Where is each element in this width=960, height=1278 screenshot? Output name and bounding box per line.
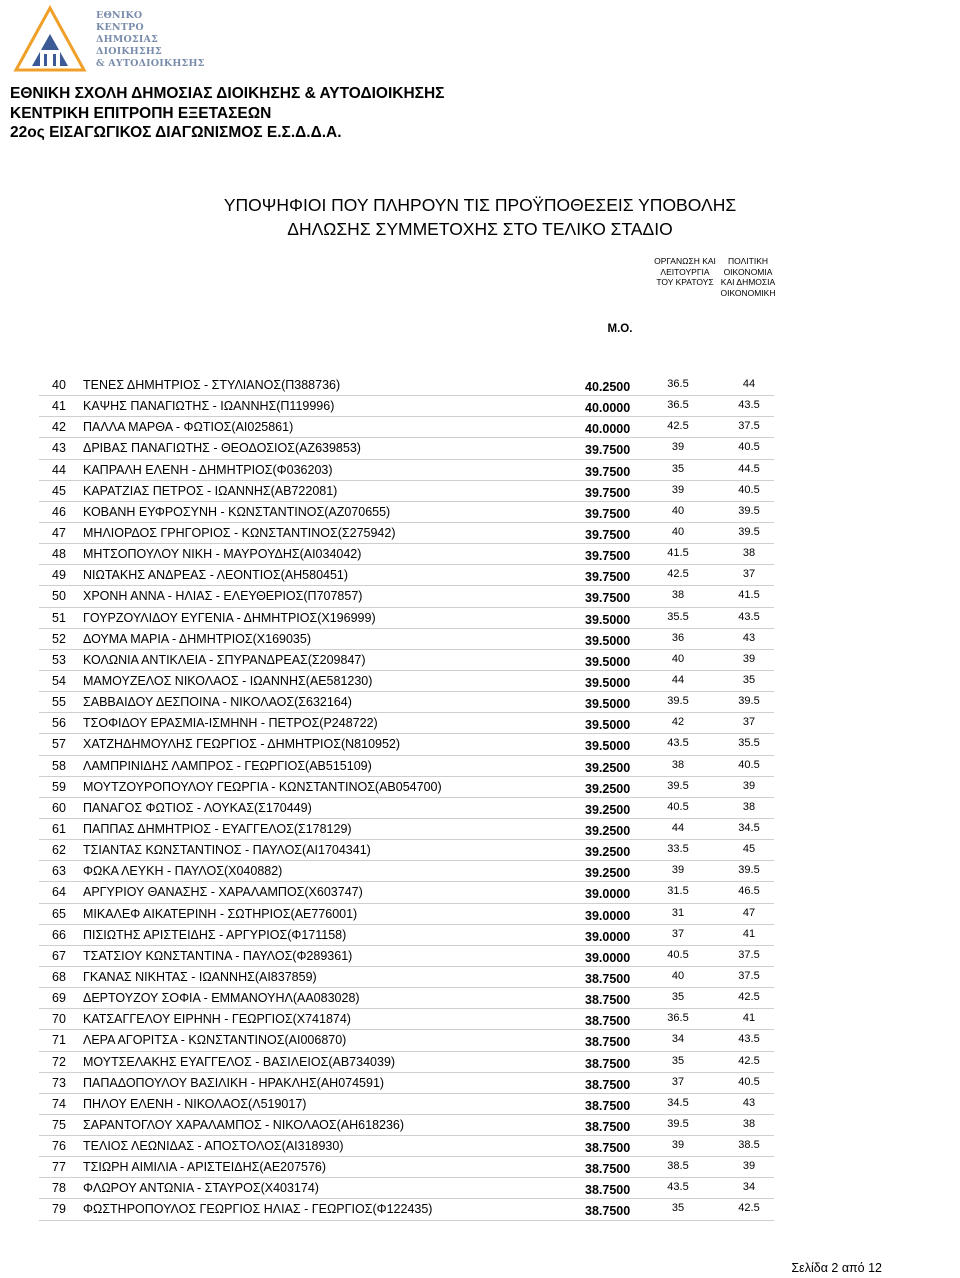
table-row	[39, 734, 774, 755]
grade-organization: 36.5	[667, 1012, 689, 1025]
candidate-name: ΑΡΓΥΡΙΟΥ ΘΑΝΑΣΗΣ - ΧΑΡΑΛΑΜΠΟΣ(Χ603747)	[83, 885, 363, 900]
row-number: 59	[52, 779, 66, 794]
grade-organization: 40.5	[667, 800, 689, 813]
column-header-line: ΤΟΥ ΚΡΑΤΟΥΣ	[656, 277, 714, 287]
grade-economics: 47	[742, 906, 756, 919]
grade-organization: 38	[671, 589, 685, 602]
logo-building	[40, 50, 60, 66]
grade-organization: 39.5	[667, 1117, 689, 1130]
table-row	[39, 629, 774, 650]
table-row	[39, 523, 774, 544]
average-score: 39.5000	[585, 675, 631, 690]
row-number: 41	[52, 399, 66, 414]
candidate-name: ΧΡΟΝΗ ΑΝΝΑ - ΗΛΙΑΣ - ΕΛΕΥΘΕΡΙΟΣ(Π707857)	[83, 589, 363, 604]
row-number: 49	[52, 568, 66, 583]
institution-logo	[10, 4, 205, 76]
page-number: Σελίδα 2 από 12	[791, 1261, 882, 1275]
logo-line: ΕΘΝΙΚΟ	[96, 10, 143, 21]
grade-economics: 34.5	[738, 821, 760, 834]
column-header-line: ΟΙΚΟΝΟΜΙΚΗ	[720, 287, 776, 298]
average-score: 39.5000	[585, 654, 631, 669]
average-score: 39.2500	[585, 845, 631, 860]
candidate-name: ΦΩΣΤΗΡΟΠΟΥΛΟΣ ΓΕΩΡΓΙΟΣ ΗΛΙΑΣ - ΓΕΩΡΓΙΟΣ(Φ122435)	[83, 1202, 433, 1217]
table-row	[39, 1136, 774, 1157]
table-row	[39, 925, 774, 946]
average-score: 40.2500	[585, 380, 631, 394]
table-row	[39, 481, 774, 502]
grade-organization: 44	[671, 673, 685, 686]
candidate-name: ΚΑΠΡΑΛΗ ΕΛΕΝΗ - ΔΗΜΗΤΡΙΟΣ(Φ036203)	[83, 462, 333, 477]
grade-organization: 39	[671, 441, 685, 454]
grade-organization: 34.5	[667, 1096, 689, 1109]
average-score: 39.0000	[585, 950, 631, 965]
average-score: 39.5000	[585, 697, 631, 712]
table-row	[39, 882, 774, 903]
table-row	[39, 1178, 774, 1199]
candidate-name: ΜΗΤΣΟΠΟΥΛΟΥ ΝΙΚΗ - ΜΑΥΡΟΥΔΗΣ(ΑΙ034042)	[83, 547, 362, 562]
average-score: 40.0000	[585, 401, 631, 416]
grade-economics: 38	[742, 800, 756, 813]
row-number: 71	[52, 1033, 66, 1048]
grade-economics: 34	[742, 1181, 756, 1194]
grade-economics: 39.5	[738, 695, 760, 708]
column-header-line: ΛΕΙΤΟΥΡΓΙΑ	[660, 266, 710, 277]
grade-economics: 46.5	[738, 885, 760, 898]
grade-organization: 37	[671, 927, 685, 940]
table-row	[39, 1115, 774, 1136]
table-row	[39, 819, 774, 840]
grade-economics: 39.5	[738, 504, 760, 517]
table-row	[39, 460, 774, 481]
average-score: 38.7500	[585, 1204, 631, 1219]
header-school: ΕΘΝΙΚΗ ΣΧΟΛΗ ΔΗΜΟΣΙΑΣ ΔΙΟΙΚΗΣΗΣ & ΑΥΤΟΔΙΟΙΚΗΣΗΣ	[10, 85, 445, 102]
title-line-2: ΔΗΛΩΣΗΣ ΣΥΜΜΕΤΟΧΗΣ ΣΤΟ ΤΕΛΙΚΟ ΣΤΑΔΙΟ	[287, 219, 673, 239]
average-score: 38.7500	[585, 971, 631, 986]
table-row	[39, 861, 774, 882]
candidate-name: ΣΑΡΑΝΤΟΓΛΟΥ ΧΑΡΑΛΑΜΠΟΣ - ΝΙΚΟΛΑΟΣ(ΑΗ618236)	[83, 1117, 405, 1132]
grade-economics: 39.5	[738, 864, 760, 877]
page-title	[0, 193, 960, 241]
average-score: 39.7500	[585, 527, 631, 542]
row-number: 45	[52, 483, 66, 498]
average-score: 39.2500	[585, 823, 631, 838]
row-number: 67	[52, 948, 66, 963]
average-score: 39.5000	[585, 718, 631, 733]
row-number: 73	[52, 1075, 66, 1090]
grade-economics: 39	[742, 779, 756, 792]
row-number: 70	[52, 1012, 66, 1027]
grade-organization: 39	[671, 1139, 685, 1152]
candidate-name: ΛΑΜΠΡΙΝΙΔΗΣ ΛΑΜΠΡΟΣ - ΓΕΩΡΓΙΟΣ(ΑΒ515109)	[83, 758, 372, 773]
table-row	[39, 798, 774, 819]
header-competition: 22ος ΕΙΣΑΓΩΓΙΚΟΣ ΔΙΑΓΩΝΙΣΜΟΣ Ε.Σ.Δ.Δ.Α.	[10, 124, 342, 141]
table-row	[39, 713, 774, 734]
candidate-name: ΜΗΛΙΟΡΔΟΣ ΓΡΗΓΟΡΙΟΣ - ΚΩΝΣΤΑΝΤΙΝΟΣ(Σ275942)	[83, 525, 396, 540]
table-row	[39, 840, 774, 861]
candidate-name: ΜΟΥΤΣΕΛΑΚΗΣ ΕΥΑΓΓΕΛΟΣ - ΒΑΣΙΛΕΙΟΣ(ΑΒ734039)	[83, 1054, 396, 1069]
table-row	[39, 417, 774, 438]
row-number: 54	[52, 673, 66, 688]
row-number: 57	[52, 737, 66, 752]
logo-line: & ΑΥΤΟΔΙΟΙΚΗΣΗΣ	[96, 58, 205, 69]
table-row	[39, 396, 774, 417]
average-score: 38.7500	[585, 1162, 631, 1177]
grade-economics: 40.5	[738, 483, 760, 496]
table-row	[39, 777, 774, 798]
grade-organization: 38.5	[667, 1160, 689, 1173]
grade-organization: 42.5	[667, 420, 689, 433]
table-row	[39, 608, 774, 629]
row-number: 53	[52, 652, 66, 667]
logo-line: ΔΗΜΟΣΙΑΣ	[96, 34, 158, 45]
candidate-name: ΤΣΟΦΙΔΟΥ ΕΡΑΣΜΙΑ-ΙΣΜΗΝΗ - ΠΕΤΡΟΣ(Ρ248722)	[83, 716, 378, 731]
average-score: 39.2500	[585, 802, 631, 817]
grade-economics: 44.5	[738, 462, 760, 475]
table-row	[39, 1009, 774, 1030]
row-number: 44	[52, 462, 66, 477]
row-number: 75	[52, 1117, 66, 1132]
grade-organization: 40	[671, 969, 685, 982]
row-number: 58	[52, 758, 66, 773]
logo-column	[44, 54, 47, 66]
grade-organization: 39	[671, 864, 685, 877]
candidate-name: ΠΑΠΠΑΣ ΔΗΜΗΤΡΙΟΣ - ΕΥΑΓΓΕΛΟΣ(Σ178129)	[83, 821, 352, 836]
average-score: 39.5000	[585, 739, 631, 754]
table-row	[39, 502, 774, 523]
table-row	[39, 544, 774, 565]
candidate-name: ΠΑΛΛΑ ΜΑΡΘΑ - ΦΩΤΙΟΣ(ΑΙ025861)	[83, 420, 294, 435]
row-number: 48	[52, 547, 66, 562]
table-row	[39, 1030, 774, 1051]
row-number: 64	[52, 885, 66, 900]
grade-economics: 40.5	[738, 758, 760, 771]
grade-economics: 41	[742, 927, 756, 940]
table-row	[39, 1094, 774, 1115]
row-number: 55	[52, 695, 66, 710]
candidate-name: ΤΕΝΕΣ ΔΗΜΗΤΡΙΟΣ - ΣΤΥΛΙΑΝΟΣ(Π388736)	[83, 378, 341, 392]
grade-organization: 35	[671, 991, 685, 1004]
row-number: 60	[52, 800, 66, 815]
table-row	[39, 988, 774, 1009]
candidate-name: ΜΑΜΟΥΖΕΛΟΣ ΝΙΚΟΛΑΟΣ - ΙΩΑΝΝΗΣ(ΑΕ581230)	[83, 673, 373, 688]
table-row	[39, 438, 774, 459]
table-row	[39, 650, 774, 671]
grade-economics: 37.5	[738, 948, 760, 961]
average-score: 39.7500	[585, 506, 631, 521]
candidate-name: ΝΙΩΤΑΚΗΣ ΑΝΔΡΕΑΣ - ΛΕΟΝΤΙΟΣ(ΑΗ580451)	[83, 568, 349, 583]
average-score: 39.7500	[585, 443, 631, 458]
average-score: 39.7500	[585, 464, 631, 479]
grade-organization: 36.5	[667, 399, 689, 412]
average-score: 39.7500	[585, 570, 631, 585]
grade-organization: 43.5	[667, 737, 689, 750]
row-number: 52	[52, 631, 66, 646]
grade-economics: 43	[742, 631, 756, 644]
candidate-name: ΚΑΨΗΣ ΠΑΝΑΓΙΩΤΗΣ - ΙΩΑΝΝΗΣ(Π119996)	[83, 399, 335, 414]
row-number: 74	[52, 1096, 66, 1111]
candidate-name: ΜΟΥΤΖΟΥΡΟΠΟΥΛΟΥ ΓΕΩΡΓΙΑ - ΚΩΝΣΤΑΝΤΙΝΟΣ(ΑΒ054700)	[83, 779, 442, 794]
candidate-name: ΓΚΑΝΑΣ ΝΙΚΗΤΑΣ - ΙΩΑΝΝΗΣ(ΑΙ837859)	[83, 969, 317, 984]
grade-economics: 37	[742, 716, 756, 729]
row-number: 79	[52, 1202, 66, 1217]
grade-economics: 42.5	[738, 991, 760, 1004]
grade-organization: 35	[671, 1202, 685, 1215]
row-number: 56	[52, 716, 66, 731]
average-score: 39.5000	[585, 633, 631, 648]
row-number: 51	[52, 610, 66, 625]
average-score: 38.7500	[585, 1141, 631, 1156]
average-score: 38.7500	[585, 1077, 631, 1092]
logo-column	[53, 54, 56, 66]
row-number: 46	[52, 504, 66, 519]
table-row	[39, 1073, 774, 1094]
grade-economics: 39	[742, 1160, 756, 1173]
title-line-1: ΥΠΟΨΗΦΙΟΙ ΠΟΥ ΠΛΗΡΟΥΝ ΤΙΣ ΠΡΟΫΠΟΘΕΣΕΙΣ ΥΠΟΒΟΛΗΣ	[223, 195, 737, 215]
average-score: 38.7500	[585, 1119, 631, 1134]
column-header-line: ΚΑΙ ΔΗΜΟΣΙΑ	[720, 277, 776, 287]
grade-organization: 40.5	[667, 948, 689, 961]
candidate-name: ΤΣΑΤΣΙΟΥ ΚΩΝΣΤΑΝΤΙΝΑ - ΠΑΥΛΟΣ(Φ289361)	[83, 948, 353, 963]
row-number: 77	[52, 1160, 66, 1175]
grade-economics: 45	[742, 843, 756, 856]
grade-organization: 39	[671, 483, 685, 496]
row-number: 72	[52, 1054, 66, 1069]
grade-organization: 36	[671, 631, 685, 644]
grade-economics: 37	[742, 568, 756, 581]
grade-economics: 43.5	[738, 1033, 760, 1046]
candidate-name: ΤΣΙΩΡΗ ΑΙΜΙΛΙΑ - ΑΡΙΣΤΕΙΔΗΣ(ΑΕ207576)	[83, 1160, 327, 1175]
row-number: 69	[52, 991, 66, 1006]
grade-organization: 31	[671, 906, 685, 919]
row-number: 78	[52, 1181, 66, 1196]
grade-organization: 35	[671, 462, 685, 475]
grade-organization: 42	[671, 716, 685, 729]
row-number: 63	[52, 864, 66, 879]
grade-economics: 37.5	[738, 420, 760, 433]
average-score: 38.7500	[585, 1014, 631, 1029]
column-header-economics	[693, 256, 803, 298]
grade-economics: 42.5	[738, 1202, 760, 1215]
table-row	[39, 1052, 774, 1073]
grade-organization: 38	[671, 758, 685, 771]
grade-economics: 38	[742, 547, 756, 560]
candidate-name: ΔΡΙΒΑΣ ΠΑΝΑΓΙΩΤΗΣ - ΘΕΟΔΟΣΙΟΣ(ΑΖ639853)	[83, 441, 361, 456]
logo-emblem-icon	[10, 4, 94, 76]
grade-organization: 39.5	[667, 779, 689, 792]
row-number: 76	[52, 1139, 66, 1154]
row-number: 43	[52, 441, 66, 456]
row-number: 62	[52, 843, 66, 858]
average-score: 38.7500	[585, 1035, 631, 1050]
row-number: 40	[52, 378, 66, 392]
grade-economics: 37.5	[738, 969, 760, 982]
candidate-name: ΤΣΙΑΝΤΑΣ ΚΩΝΣΤΑΝΤΙΝΟΣ - ΠΑΥΛΟΣ(ΑΙ1704341)	[83, 843, 371, 858]
grade-organization: 31.5	[667, 885, 689, 898]
table-row	[39, 586, 774, 607]
row-number: 61	[52, 821, 66, 836]
candidate-name: ΣΑΒΒΑΙΔΟΥ ΔΕΣΠΟΙΝΑ - ΝΙΚΟΛΑΟΣ(Σ632164)	[83, 695, 352, 710]
candidate-name: ΠΙΣΙΩΤΗΣ ΑΡΙΣΤΕΙΔΗΣ - ΑΡΓΥΡΙΟΣ(Φ171158)	[83, 927, 347, 942]
average-score: 38.7500	[585, 1056, 631, 1071]
logo-text	[96, 10, 205, 70]
candidate-name: ΜΙΚΑΛΕΦ ΑΙΚΑΤΕΡΙΝΗ - ΣΩΤΗΡΙΟΣ(ΑΕ776001)	[83, 906, 358, 921]
grade-economics: 41.5	[738, 589, 760, 602]
header-committee: ΚΕΝΤΡΙΚΗ ΕΠΙΤΡΟΠΗ ΕΞΕΤΑΣΕΩΝ	[10, 104, 272, 122]
average-score: 39.0000	[585, 908, 631, 923]
table-row	[39, 692, 774, 713]
average-score: 39.7500	[585, 591, 631, 606]
row-number: 65	[52, 906, 66, 921]
average-score: 39.5000	[585, 612, 631, 627]
grade-economics: 42.5	[738, 1054, 760, 1067]
column-header-line: ΟΡΓΑΝΩΣΗ ΚΑΙ	[654, 256, 716, 266]
table-row	[39, 756, 774, 777]
average-score: 39.7500	[585, 549, 631, 564]
candidate-name: ΚΑΤΣΑΓΓΕΛΟΥ ΕΙΡΗΝΗ - ΓΕΩΡΓΙΟΣ(Χ741874)	[83, 1012, 351, 1027]
candidate-name: ΠΑΠΑΔΟΠΟΥΛΟΥ ΒΑΣΙΛΙΚΗ - ΗΡΑΚΛΗΣ(ΑΗ074591)	[83, 1075, 385, 1090]
column-header-average: Μ.Ο.	[607, 323, 633, 335]
average-score: 40.0000	[585, 422, 631, 437]
average-score: 39.0000	[585, 887, 631, 902]
candidate-name: ΛΕΡΑ ΑΓΟΡΙΤΣΑ - ΚΩΝΣΤΑΝΤΙΝΟΣ(ΑΙ006870)	[83, 1033, 347, 1048]
candidate-name: ΤΕΛΙΟΣ ΛΕΩΝΙΔΑΣ - ΑΠΟΣΤΟΛΟΣ(ΑΙ318930)	[83, 1139, 344, 1154]
grade-organization: 33.5	[667, 843, 689, 856]
grade-organization: 40	[671, 525, 685, 538]
grade-organization: 43.5	[667, 1181, 689, 1194]
logo-line: ΚΕΝΤΡΟ	[96, 22, 144, 33]
grade-organization: 35.5	[667, 610, 689, 623]
column-header-line: ΟΙΚΟΝΟΜΙΑ	[723, 266, 773, 277]
grade-economics: 44	[742, 378, 756, 390]
table-row	[39, 946, 774, 967]
row-number: 68	[52, 969, 66, 984]
logo-line: ΔΙΟΙΚΗΣΗΣ	[96, 46, 162, 57]
grade-economics: 43.5	[738, 399, 760, 412]
grade-economics: 41	[742, 1012, 756, 1025]
candidate-name: ΚΑΡΑΤΖΙΑΣ ΠΕΤΡΟΣ - ΙΩΑΝΝΗΣ(ΑΒ722081)	[83, 483, 338, 498]
candidate-name: ΦΩΚΑ ΛΕΥΚΗ - ΠΑΥΛΟΣ(Χ040882)	[83, 864, 283, 879]
grade-organization: 41.5	[667, 547, 689, 560]
table-row	[39, 1199, 774, 1220]
average-score: 38.7500	[585, 1183, 631, 1198]
table-row	[39, 671, 774, 692]
table-row	[39, 967, 774, 988]
table-row	[39, 904, 774, 925]
average-score: 38.7500	[585, 993, 631, 1008]
grade-organization: 40	[671, 652, 685, 665]
grade-economics: 43	[742, 1096, 756, 1109]
candidate-name: ΠΗΛΟΥ ΕΛΕΝΗ - ΝΙΚΟΛΑΟΣ(Λ519017)	[83, 1096, 307, 1111]
grade-organization: 44	[671, 821, 685, 834]
grade-economics: 43.5	[738, 610, 760, 623]
row-number: 42	[52, 420, 66, 435]
candidates-table	[39, 375, 774, 1221]
row-number: 47	[52, 525, 66, 540]
candidate-name: ΚΟΛΩΝΙΑ ΑΝΤΙΚΛΕΙΑ - ΣΠΥΡΑΝΔΡΕΑΣ(Σ209847)	[83, 652, 366, 667]
grade-economics: 40.5	[738, 1075, 760, 1088]
candidate-name: ΦΛΩΡΟΥ ΑΝΤΩΝΙΑ - ΣΤΑΥΡΟΣ(Χ403174)	[83, 1181, 319, 1196]
grade-organization: 40	[671, 504, 685, 517]
average-score: 39.2500	[585, 760, 631, 775]
average-score: 39.0000	[585, 929, 631, 944]
average-score: 38.7500	[585, 1098, 631, 1113]
table-row	[39, 1157, 774, 1178]
candidate-name: ΔΟΥΜΑ ΜΑΡΙΑ - ΔΗΜΗΤΡΙΟΣ(Χ169035)	[83, 631, 311, 646]
candidate-name: ΚΟΒΑΝΗ ΕΥΦΡΟΣΥΝΗ - ΚΩΝΣΤΑΝΤΙΝΟΣ(ΑΖ070655)	[83, 504, 391, 519]
grade-economics: 35	[742, 673, 756, 686]
grade-organization: 34	[671, 1033, 685, 1046]
grade-organization: 42.5	[667, 568, 689, 581]
candidate-name: ΔΕΡΤΟΥΖΟΥ ΣΟΦΙΑ - ΕΜΜΑΝΟΥΗΛ(ΑΑ083028)	[83, 991, 360, 1006]
grade-economics: 38	[742, 1117, 756, 1130]
grade-economics: 40.5	[738, 441, 760, 454]
candidate-name: ΓΟΥΡΖΟΥΛΙΔΟΥ ΕΥΓΕΝΙΑ - ΔΗΜΗΤΡΙΟΣ(Χ196999)	[83, 610, 376, 625]
table-row	[39, 375, 774, 396]
average-score: 39.2500	[585, 866, 631, 881]
average-score: 39.7500	[585, 485, 631, 500]
candidate-name: ΧΑΤΖΗΔΗΜΟΥΛΗΣ ΓΕΩΡΓΙΟΣ - ΔΗΜΗΤΡΙΟΣ(Ν810952)	[83, 737, 401, 752]
table-row	[39, 565, 774, 586]
grade-organization: 39.5	[667, 695, 689, 708]
grade-organization: 36.5	[667, 378, 689, 390]
grade-economics: 39	[742, 652, 756, 665]
column-header-line: ΠΟΛΙΤΙΚΗ	[728, 256, 768, 266]
grade-economics: 35.5	[738, 737, 760, 750]
grade-organization: 37	[671, 1075, 685, 1088]
grade-economics: 38.5	[738, 1139, 760, 1152]
grade-economics: 39.5	[738, 525, 760, 538]
row-number: 66	[52, 927, 66, 942]
candidate-name: ΠΑΝΑΓΟΣ ΦΩΤΙΟΣ - ΛΟΥΚΑΣ(Σ170449)	[83, 800, 312, 815]
document-header	[10, 84, 444, 143]
grade-organization: 35	[671, 1054, 685, 1067]
row-number: 50	[52, 589, 66, 604]
average-score: 39.2500	[585, 781, 631, 796]
